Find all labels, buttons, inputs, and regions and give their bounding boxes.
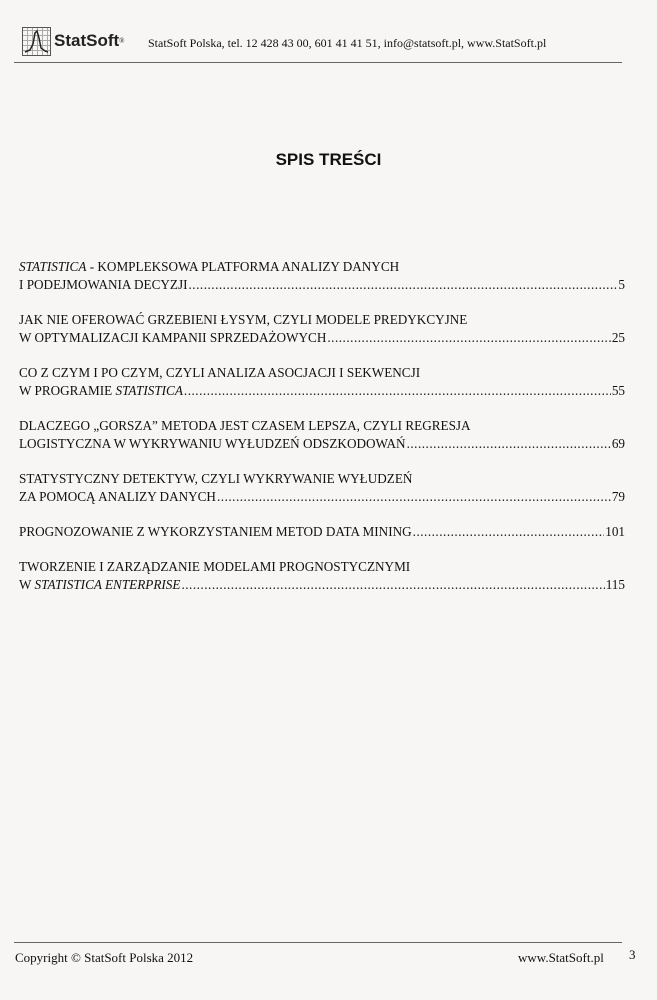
- toc-entry[interactable]: [19, 364, 625, 400]
- footer-copyright: Copyright © StatSoft Polska 2012: [15, 950, 194, 965]
- leader-dots: [189, 276, 618, 294]
- page-title: SPIS TREŚCI: [275, 150, 382, 169]
- page-header: [22, 24, 622, 64]
- header-contact: StatSoft Polska, tel. 12 428 43 00, 601 41 41 51, info@statsoft.pl, www.StatSoft.pl: [148, 36, 547, 50]
- toc-entry-title: JAK NIE OFEROWAĆ GRZEBIENI ŁYSYM, CZYLI MODELE PREDYKCYJNE: [19, 312, 468, 327]
- toc-page-number: 79: [611, 489, 625, 504]
- footer-url: www.StatSoft.pl: [518, 950, 604, 965]
- registered-mark: ®: [119, 37, 125, 45]
- toc-entry[interactable]: [19, 258, 625, 294]
- leader-dots: [407, 435, 611, 453]
- toc-entry-title-cont: W: [19, 577, 35, 592]
- statsoft-logo-icon: [22, 27, 51, 56]
- toc-entry-title-cont: W PROGRAMIE: [19, 383, 116, 398]
- toc-page-number: 25: [611, 330, 625, 345]
- toc-entry-title: - KOMPLEKSOWA PLATFORMA ANALIZY DANYCH: [86, 259, 400, 274]
- leader-dots: [181, 576, 604, 594]
- toc-entry-title: STATYSTYCZNY DETEKTYW, CZYLI WYKRYWANIE WYŁUDZEŃ: [19, 471, 413, 486]
- toc-page-number: 115: [605, 577, 625, 592]
- logo-text: StatSoft: [54, 31, 120, 50]
- toc-page-number: 5: [618, 277, 625, 292]
- toc-entry[interactable]: [19, 417, 625, 453]
- toc-page-number: 69: [611, 436, 625, 451]
- toc-entry-title-cont: LOGISTYCZNA W WYKRYWANIU WYŁUDZEŃ ODSZKODOWAŃ: [19, 436, 406, 451]
- toc-entry[interactable]: [19, 558, 625, 594]
- toc-entry-italic: STATISTICA: [115, 383, 183, 398]
- toc-entry-title: PROGNOZOWANIE Z WYKORZYSTANIEM METOD DATA MINING: [19, 524, 412, 539]
- footer-divider: [14, 942, 622, 943]
- toc-entry-title: DLACZEGO „GORSZA” METODA JEST CZASEM LEPSZA, CZYLI REGRESJA: [19, 418, 471, 433]
- toc-entry-title: CO Z CZYM I PO CZYM, CZYLI ANALIZA ASOCJACJI I SEKWENCJI: [19, 365, 421, 380]
- toc-entry-title-cont: W OPTYMALIZACJI KAMPANII SPRZEDAŻOWYCH: [19, 330, 327, 345]
- statsoft-logo: [22, 24, 125, 58]
- toc-entry-title-cont: I PODEJMOWANIA DECYZJI: [19, 277, 188, 292]
- toc-page-number: 101: [605, 524, 625, 539]
- leader-dots: [217, 488, 611, 506]
- toc-entry[interactable]: [19, 470, 625, 506]
- toc-entry-title-cont: ZA POMOCĄ ANALIZY DANYCH: [19, 489, 216, 504]
- page-number: 3: [629, 947, 636, 962]
- toc-entry[interactable]: [19, 311, 625, 347]
- toc-page-number: 55: [611, 383, 625, 398]
- table-of-contents: [19, 258, 625, 611]
- toc-entry-italic: STATISTICA: [19, 259, 87, 274]
- leader-dots: [413, 523, 605, 541]
- header-divider: [14, 62, 622, 63]
- leader-dots: [184, 382, 611, 400]
- toc-entry[interactable]: [19, 523, 625, 541]
- toc-entry-italic: STATISTICA ENTERPRISE: [34, 577, 181, 592]
- toc-entry-title: TWORZENIE I ZARZĄDZANIE MODELAMI PROGNOSTYCZNYMI: [19, 559, 411, 574]
- leader-dots: [327, 329, 610, 347]
